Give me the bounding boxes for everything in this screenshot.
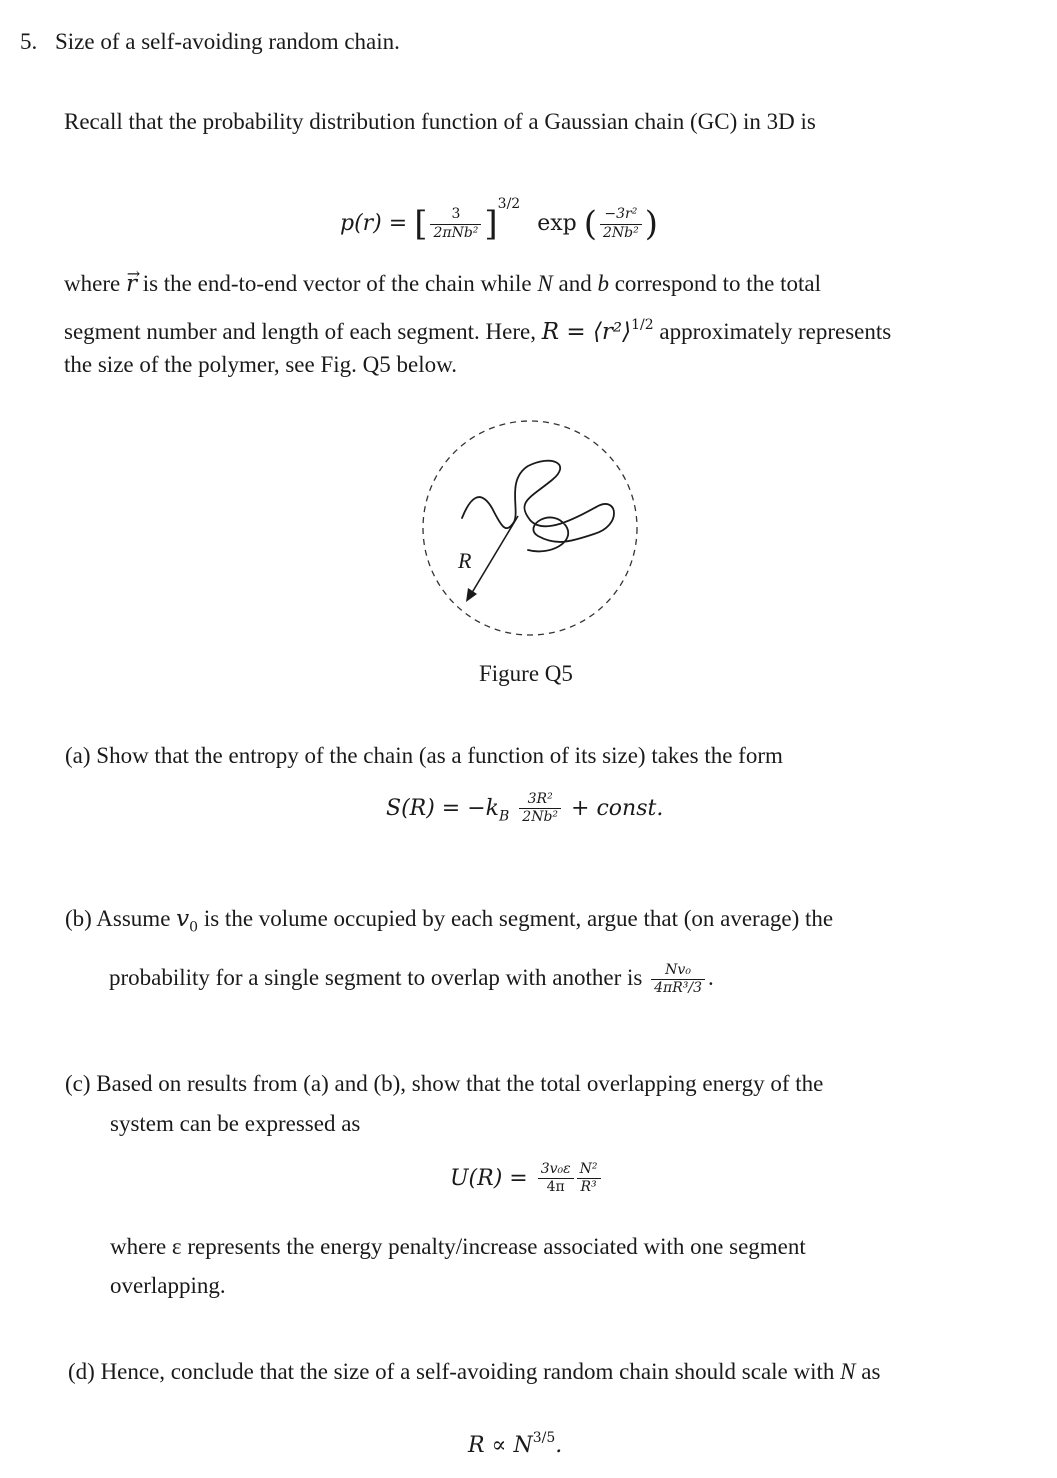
eq-p-exp: exp bbox=[537, 211, 577, 236]
equation-energy bbox=[450, 1162, 604, 1196]
problem-number: 5. bbox=[20, 29, 38, 54]
part-d-symbol-N: N bbox=[840, 1359, 856, 1384]
figure-q5 bbox=[400, 410, 660, 650]
scaling-relation: R ∝ N bbox=[468, 1433, 533, 1458]
entropy-kB-sub: B bbox=[499, 808, 510, 825]
probability-frac-den: 4πR³/3 bbox=[654, 980, 702, 997]
probability-frac-num: Nv₀ bbox=[651, 963, 705, 980]
entropy-frac-den: 2Nb² bbox=[522, 809, 559, 826]
where-word: where bbox=[64, 271, 121, 296]
problem-heading bbox=[20, 22, 400, 62]
part-d-line-1 bbox=[68, 1352, 880, 1392]
part-b-line-2 bbox=[109, 958, 714, 998]
equation-p-of-r: p(r) = [ $\frac{3}{\text{2πNb²}}$ ]$^{3/2}$ exp ( $\frac{\text{−3r²}}{\text{2Nb²}}$ ) bbox=[340, 196, 658, 244]
entropy-frac-num: 3R² bbox=[519, 792, 561, 809]
part-c-line-1: (c) Based on results from (a) and (b), show that the total overlapping energy of the bbox=[65, 1071, 824, 1096]
scaling-period: . bbox=[555, 1433, 563, 1458]
symbol-N: N bbox=[537, 271, 553, 296]
energy-frac1-den: 4π bbox=[546, 1179, 565, 1196]
equation-scaling bbox=[468, 1430, 562, 1458]
eq-p-power: 3/2 bbox=[497, 196, 521, 212]
eq-p-exp-den: 2Nb² bbox=[602, 224, 639, 241]
equation-entropy bbox=[386, 792, 663, 826]
R-definition-power: 1/2 bbox=[631, 317, 654, 333]
polymer-chain bbox=[462, 461, 614, 552]
energy-lhs: U(R) = bbox=[450, 1165, 528, 1191]
where-line-1 bbox=[64, 264, 821, 304]
part-c-where-1: where ε represents the energy penalty/increase associated with one segment bbox=[110, 1234, 806, 1259]
where-line-3: the size of the polymer, see Fig. Q5 below. bbox=[64, 352, 457, 377]
eq-p-frac-den: 2πNb² bbox=[433, 224, 479, 241]
part-d-text: (d) Hence, conclude that the size of a self-avoiding random chain should scale with bbox=[68, 1359, 835, 1384]
symbol-b: b bbox=[597, 271, 609, 296]
where-desc: is the end-to-end vector of the chain while bbox=[142, 271, 532, 296]
problem-title: Size of a self-avoiding random chain. bbox=[55, 29, 400, 54]
where-line2-end: approximately represents bbox=[659, 319, 892, 344]
entropy-const: + const. bbox=[571, 795, 664, 821]
part-d-as: as bbox=[861, 1359, 881, 1384]
intro-text: Recall that the probability distribution function of a Gaussian chain (GC) in 3D is bbox=[64, 109, 816, 134]
part-b-desc: is the volume occupied by each segment, argue that (on average) the bbox=[203, 906, 834, 931]
radius-arrow-head bbox=[466, 588, 477, 602]
eq-p-frac-num: 3 bbox=[430, 207, 481, 224]
eq-p-exp-num: −3r² bbox=[600, 207, 642, 224]
energy-frac1-num: 3v₀ε bbox=[538, 1162, 574, 1179]
part-a-text: (a) Show that the entropy of the chain (as a function of its size) takes the form bbox=[65, 743, 783, 768]
scaling-exponent: 3/5 bbox=[532, 1430, 556, 1446]
and-word: and bbox=[558, 271, 592, 296]
energy-frac2-num: N² bbox=[577, 1162, 601, 1179]
probability-period: . bbox=[708, 965, 714, 990]
where-desc-end: correspond to the total bbox=[614, 271, 822, 296]
part-b-line-1 bbox=[65, 899, 833, 948]
r-vector-symbol: → r bbox=[126, 264, 137, 304]
part-b-probability-text: probability for a single segment to overlap with another is bbox=[109, 965, 643, 990]
radius-label: R bbox=[458, 548, 472, 573]
symbol-v0: v bbox=[176, 906, 190, 932]
where-line2-text: segment number and length of each segment. Here, bbox=[64, 319, 536, 344]
R-definition: R = ⟨r²⟩ bbox=[541, 319, 632, 345]
symbol-v0-sub: 0 bbox=[189, 919, 199, 936]
part-c-where-2: overlapping. bbox=[110, 1273, 226, 1298]
entropy-lhs: S(R) = −k bbox=[386, 795, 499, 821]
part-c-line-2: system can be expressed as bbox=[110, 1111, 361, 1136]
eq-p-lhs: p(r) = bbox=[340, 211, 408, 236]
part-b-assume: (b) Assume bbox=[65, 906, 171, 931]
radius-arrow-line bbox=[470, 516, 518, 596]
figure-caption: Figure Q5 bbox=[479, 661, 573, 686]
energy-frac2-den: R³ bbox=[580, 1179, 597, 1196]
